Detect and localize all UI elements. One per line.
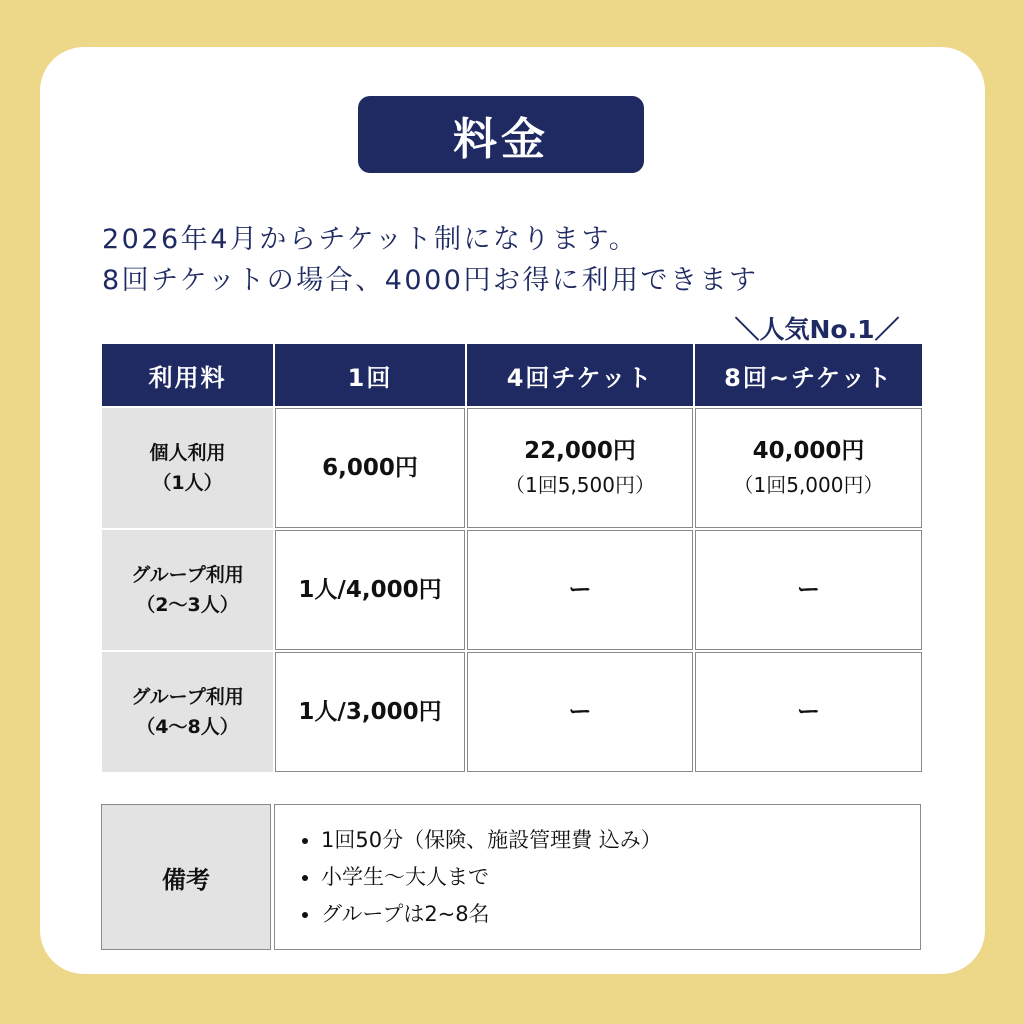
price-cell: [275, 408, 465, 528]
not-available-dash: ー: [568, 577, 592, 603]
header-4-ticket: 4回チケット: [467, 344, 693, 406]
row-label-individual: [102, 408, 273, 528]
price-cell: [467, 530, 693, 650]
notes-box: [101, 804, 921, 950]
notes-body: [274, 804, 921, 950]
price-cell: [695, 408, 922, 528]
price-cell: [467, 652, 693, 772]
price-main: 1人/4,000円: [298, 577, 442, 603]
price-table-header-row: [102, 344, 922, 406]
row-label-line1: グループ利用: [131, 686, 244, 708]
row-label-group-small: [102, 530, 273, 650]
page-title: 料金: [358, 96, 644, 173]
not-available-dash: ー: [797, 699, 820, 725]
popular-badge: ＼人気No.1／: [734, 315, 900, 344]
price-cell: [695, 530, 922, 650]
list-item: • グループは2~8名: [321, 896, 662, 933]
not-available-dash: ー: [797, 577, 820, 603]
header-single: 1回: [275, 344, 465, 406]
price-main: 40,000円: [752, 438, 865, 464]
row-label-group-large: [102, 652, 273, 772]
price-cell: [275, 530, 465, 650]
price-main: 6,000円: [322, 455, 418, 481]
notes-list: [275, 822, 662, 933]
price-per-session: （1回5,000円）: [733, 473, 884, 497]
intro-line-2: 8回チケットの場合、4000円お得に利用できます: [102, 265, 759, 296]
row-label-line2: （2〜3人）: [136, 594, 239, 616]
row-label-line2: （1人）: [152, 472, 223, 494]
header-usage-fee: 利用料: [102, 344, 273, 406]
list-item: • 1回50分（保険、施設管理費 込み）: [321, 822, 662, 859]
header-8-ticket: 8回~チケット: [695, 344, 922, 406]
table-row-individual: [102, 408, 922, 528]
price-cell: [695, 652, 922, 772]
table-row-group-small: [102, 530, 922, 650]
row-label-line1: 個人利用: [149, 442, 226, 464]
price-table: [100, 342, 924, 774]
intro-line-1: 2026年4月からチケット制になります。: [102, 224, 639, 255]
row-label-line1: グループ利用: [131, 564, 244, 586]
price-main: 22,000円: [524, 438, 636, 464]
not-available-dash: ー: [568, 699, 592, 725]
list-item: • 小学生〜大人まで: [321, 859, 662, 896]
row-label-line2: （4〜8人）: [136, 716, 239, 738]
price-cell: [275, 652, 465, 772]
table-row-group-large: [102, 652, 922, 772]
notes-label: 備考: [101, 804, 271, 950]
price-cell: [467, 408, 693, 528]
price-per-session: （1回5,500円）: [505, 473, 655, 497]
price-main: 1人/3,000円: [298, 699, 442, 725]
